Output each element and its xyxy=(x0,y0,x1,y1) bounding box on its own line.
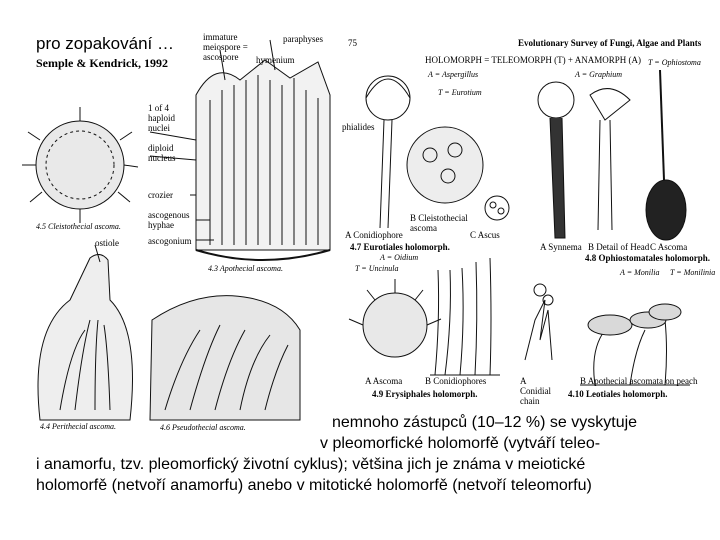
page-number: 75 xyxy=(348,38,357,48)
label-cleistothecial: B Cleistothecial ascoma xyxy=(410,213,468,233)
caption-4-3: 4.3 Apothecial ascoma. xyxy=(208,264,283,273)
cleistothecial-ascoma-drawing xyxy=(22,107,138,223)
label-ascoma: C Ascoma xyxy=(650,242,688,252)
label-paraphyses: paraphyses xyxy=(283,34,323,44)
perithecial-ascoma-drawing xyxy=(38,245,133,420)
label-phialides: phialides xyxy=(342,122,375,132)
label-immature-meiospore: immature meiospore = ascospore xyxy=(203,32,248,62)
label-ostiole: ostiole xyxy=(95,238,119,248)
label-t-monilinia: T = Monilinia xyxy=(670,268,716,277)
label-conidiophores: B Conidiophores xyxy=(425,376,487,386)
caption-4-6: 4.6 Pseudothecial ascoma. xyxy=(160,423,246,432)
label-ascogonium: ascogonium xyxy=(148,236,192,246)
paragraph-line-3: i anamorfu, tzv. pleomorfický životní cyklus); většina jich je známa v meiotické xyxy=(36,456,586,473)
label-synnema: A Synnema xyxy=(540,242,582,252)
slide-title: pro zopakování … xyxy=(36,34,174,53)
pseudothecial-ascoma-drawing xyxy=(150,296,300,420)
label-conidial-chain: A Conidial chain xyxy=(520,376,551,406)
label-a-aspergillus: A = Aspergillus xyxy=(428,70,479,79)
label-t-eurotium: T = Eurotium xyxy=(438,88,482,97)
caption-4-5: 4.5 Cleistothecial ascoma. xyxy=(36,222,121,231)
caption-4-4: 4.4 Perithecial ascoma. xyxy=(40,422,116,431)
label-apothecial-peach: B Apothecial ascomata on peach xyxy=(580,376,698,386)
label-a-monilia: A = Monilia xyxy=(620,268,660,277)
citation: Semple & Kendrick, 1992 xyxy=(36,56,168,70)
figure-header: Evolutionary Survey of Fungi, Algae and Plants xyxy=(518,38,702,48)
label-ascoma-a: A Ascoma xyxy=(365,376,403,386)
leotiales-drawing xyxy=(525,284,690,385)
caption-4-7: 4.7 Eurotiales holomorph. xyxy=(350,242,450,252)
label-t-uncinula: T = Uncinula xyxy=(355,264,399,273)
label-hymenium: hymenium xyxy=(256,55,295,65)
label-ascogenous-hyphae: ascogenous hyphae xyxy=(148,210,190,230)
ophiostomatales-drawing xyxy=(538,70,686,240)
caption-4-9: 4.9 Erysiphales holomorph. xyxy=(372,389,478,399)
erysiphales-drawing xyxy=(349,258,500,375)
caption-4-8: 4.8 Ophiostomatales holomorph. xyxy=(585,253,711,263)
label-t-ophiostoma: T = Ophiostoma xyxy=(648,58,701,67)
eurotiales-drawing xyxy=(366,76,509,228)
label-haploid-nuclei: 1 of 4 haploid nuclei xyxy=(148,103,175,133)
label-holomorph: HOLOMORPH = TELEOMORPH (T) + ANAMORPH (A) xyxy=(425,55,641,65)
paragraph-line-1: nemnoho zástupců (10–12 %) se vyskytuje xyxy=(332,414,638,431)
label-diploid-nucleus: diploid nucleus xyxy=(148,143,176,163)
paragraph-line-2: v pleomorfické holomorfě (vytváří teleo- xyxy=(320,435,601,452)
label-detail-head: B Detail of Head xyxy=(588,242,650,252)
label-a-oidium: A = Oidium xyxy=(380,253,419,262)
label-crozier: crozier xyxy=(148,190,173,200)
label-a-graphium: A = Graphium xyxy=(575,70,623,79)
label-conidiophore: A Conidiophore xyxy=(345,230,403,240)
label-ascus: C Ascus xyxy=(470,230,500,240)
caption-4-10: 4.10 Leotiales holomorph. xyxy=(568,389,668,399)
paragraph-line-4: holomorfě (netvoří anamorfu) anebo v mitotické holomorfě (netvoří teleomorfu) xyxy=(36,477,592,494)
